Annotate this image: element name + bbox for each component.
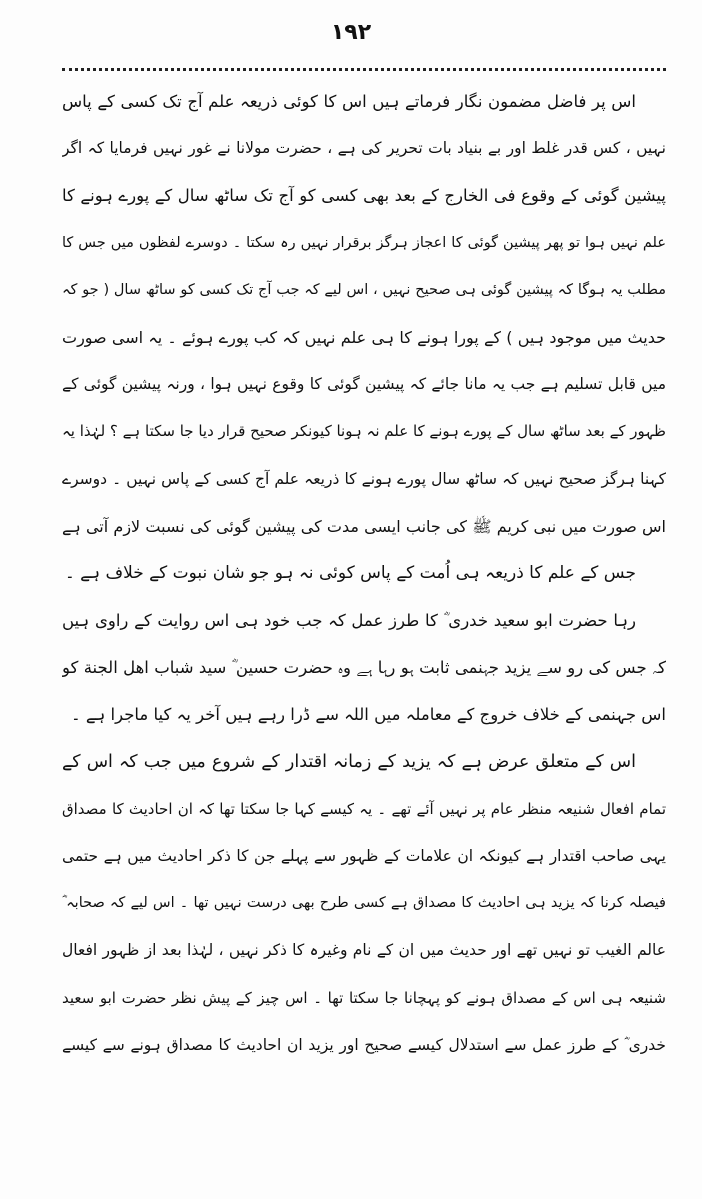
text-line: کہنا ہرگز صحیح نہیں کہ ساٹھ سال پورے ہونے کا ذریعہ علم آج کسی کے پاس نہیں ۔ دوسرے: [62, 469, 666, 488]
text-line: علم نہیں ہوا تو پھر پیشین گوئی کا اعجاز ہرگز برقرار نہیں رہ سکتا ۔ دوسرے لفظوں میں جس کا: [62, 234, 666, 251]
text-line: خدری ؓ کے طرز عمل سے استدلال کیسے صحیح اور یزید ان احادیث کا مصداق ہونے سے کیسے: [62, 1035, 666, 1054]
text-line: اس صورت میں نبی کریم ﷺ کی جانب ایسی مدت کی پیشین گوئی کی نسبت لازم آتی ہے: [62, 516, 666, 536]
text-line: فیصلہ کرنا کہ یزید ہی احادیث کا مصداق ہے کسی طرح بھی درست نہیں تھا ۔ اس لیے کہ صحابہ ؓ: [62, 895, 666, 912]
text-line: یہی صاحب اقتدار ہے کیونکہ ان علامات کے ظہور سے پہلے جن کا ذکر احادیث میں ہے حتمی: [62, 847, 666, 865]
page-number: ۱۹۲: [330, 20, 372, 45]
text-line: کہ جس کی رو سے یزید جہنمی ثابت ہو رہا ہے وہ حضرت حسین ؓ سید شباب اهل الجنة کو: [62, 658, 666, 678]
text-line: نہیں ، کس قدر غلط اور بے بنیاد بات تحریر کی ہے ، حضرت مولانا نے غور نہیں فرمایا کہ اگر: [62, 139, 666, 158]
text-line: شنیعہ ہی اس کے مصداق ہونے کو پہچانا جا سکتا تھا ۔ اس چیز کے پیش نظر حضرت ابو سعید: [62, 988, 666, 1007]
text-line: حدیث میں موجود ہیں ) کے پورا ہونے کا ہی علم نہیں کہ کب پورے ہوئے ۔ یہ اسی صورت: [62, 327, 666, 347]
text-line: جس کے علم کا ذریعہ ہی اُمت کے پاس کوئی نہ ہو جو شان نبوت کے خلاف ہے ۔: [64, 562, 636, 583]
body-text: [62, 78, 666, 1069]
text-line: اس کے متعلق عرض ہے کہ یزید کے زمانہ اقتدار کے شروع میں جب کہ اس کے: [62, 751, 636, 772]
text-line: رہا حضرت ابو سعید خدری ؓ کا طرز عمل کہ جب خود ہی اس روایت کے راوی ہیں: [62, 611, 636, 631]
text-line: عالم الغیب تو نہیں تھے اور حدیث میں ان کے نام وغیرہ کا ذکر نہیں ، لہٰذا بعد از ظہور افعال: [62, 941, 666, 960]
text-line: اس پر فاضل مضمون نگار فرماتے ہیں اس کا کوئی ذریعہ علم آج تک کسی کے پاس: [62, 92, 636, 111]
text-line: میں قابل تسلیم ہے جب یہ مانا جائے کہ پیشین گوئی کا وقوع نہیں ہوا ، ورنہ پیشین گوئی کے: [62, 375, 666, 394]
text-line: اس جہنمی کے خلاف خروج کے معاملہ میں اللہ سے ڈرا رہے ہیں آخر یہ کیا ماجرا ہے ۔: [71, 705, 666, 725]
header-dotted-rule: [62, 68, 666, 71]
text-line: تمام افعال شنیعہ منظر عام پر نہیں آئے تھے ۔ یہ کیسے کہا جا سکتا تھا کہ ان احادیث کا مصداق: [62, 799, 666, 818]
text-line: مطلب یہ ہوگا کہ پیشین گوئی ہی صحیح نہیں ، اس لیے کہ جب آج تک کسی کو ساٹھ سال ( جو کہ: [62, 281, 666, 298]
text-line: ظہور کے بعد ساٹھ سال کے پورے ہونے کا علم نہ ہونا کیونکر صحیح قرار دیا جا سکتا ہے ؟ لہٰذا یہ: [62, 422, 666, 441]
text-line: پیشین گوئی کے وقوع فی الخارج کے بعد بھی کسی کو آج تک ساٹھ سال کے پورے ہونے کا: [62, 186, 666, 206]
